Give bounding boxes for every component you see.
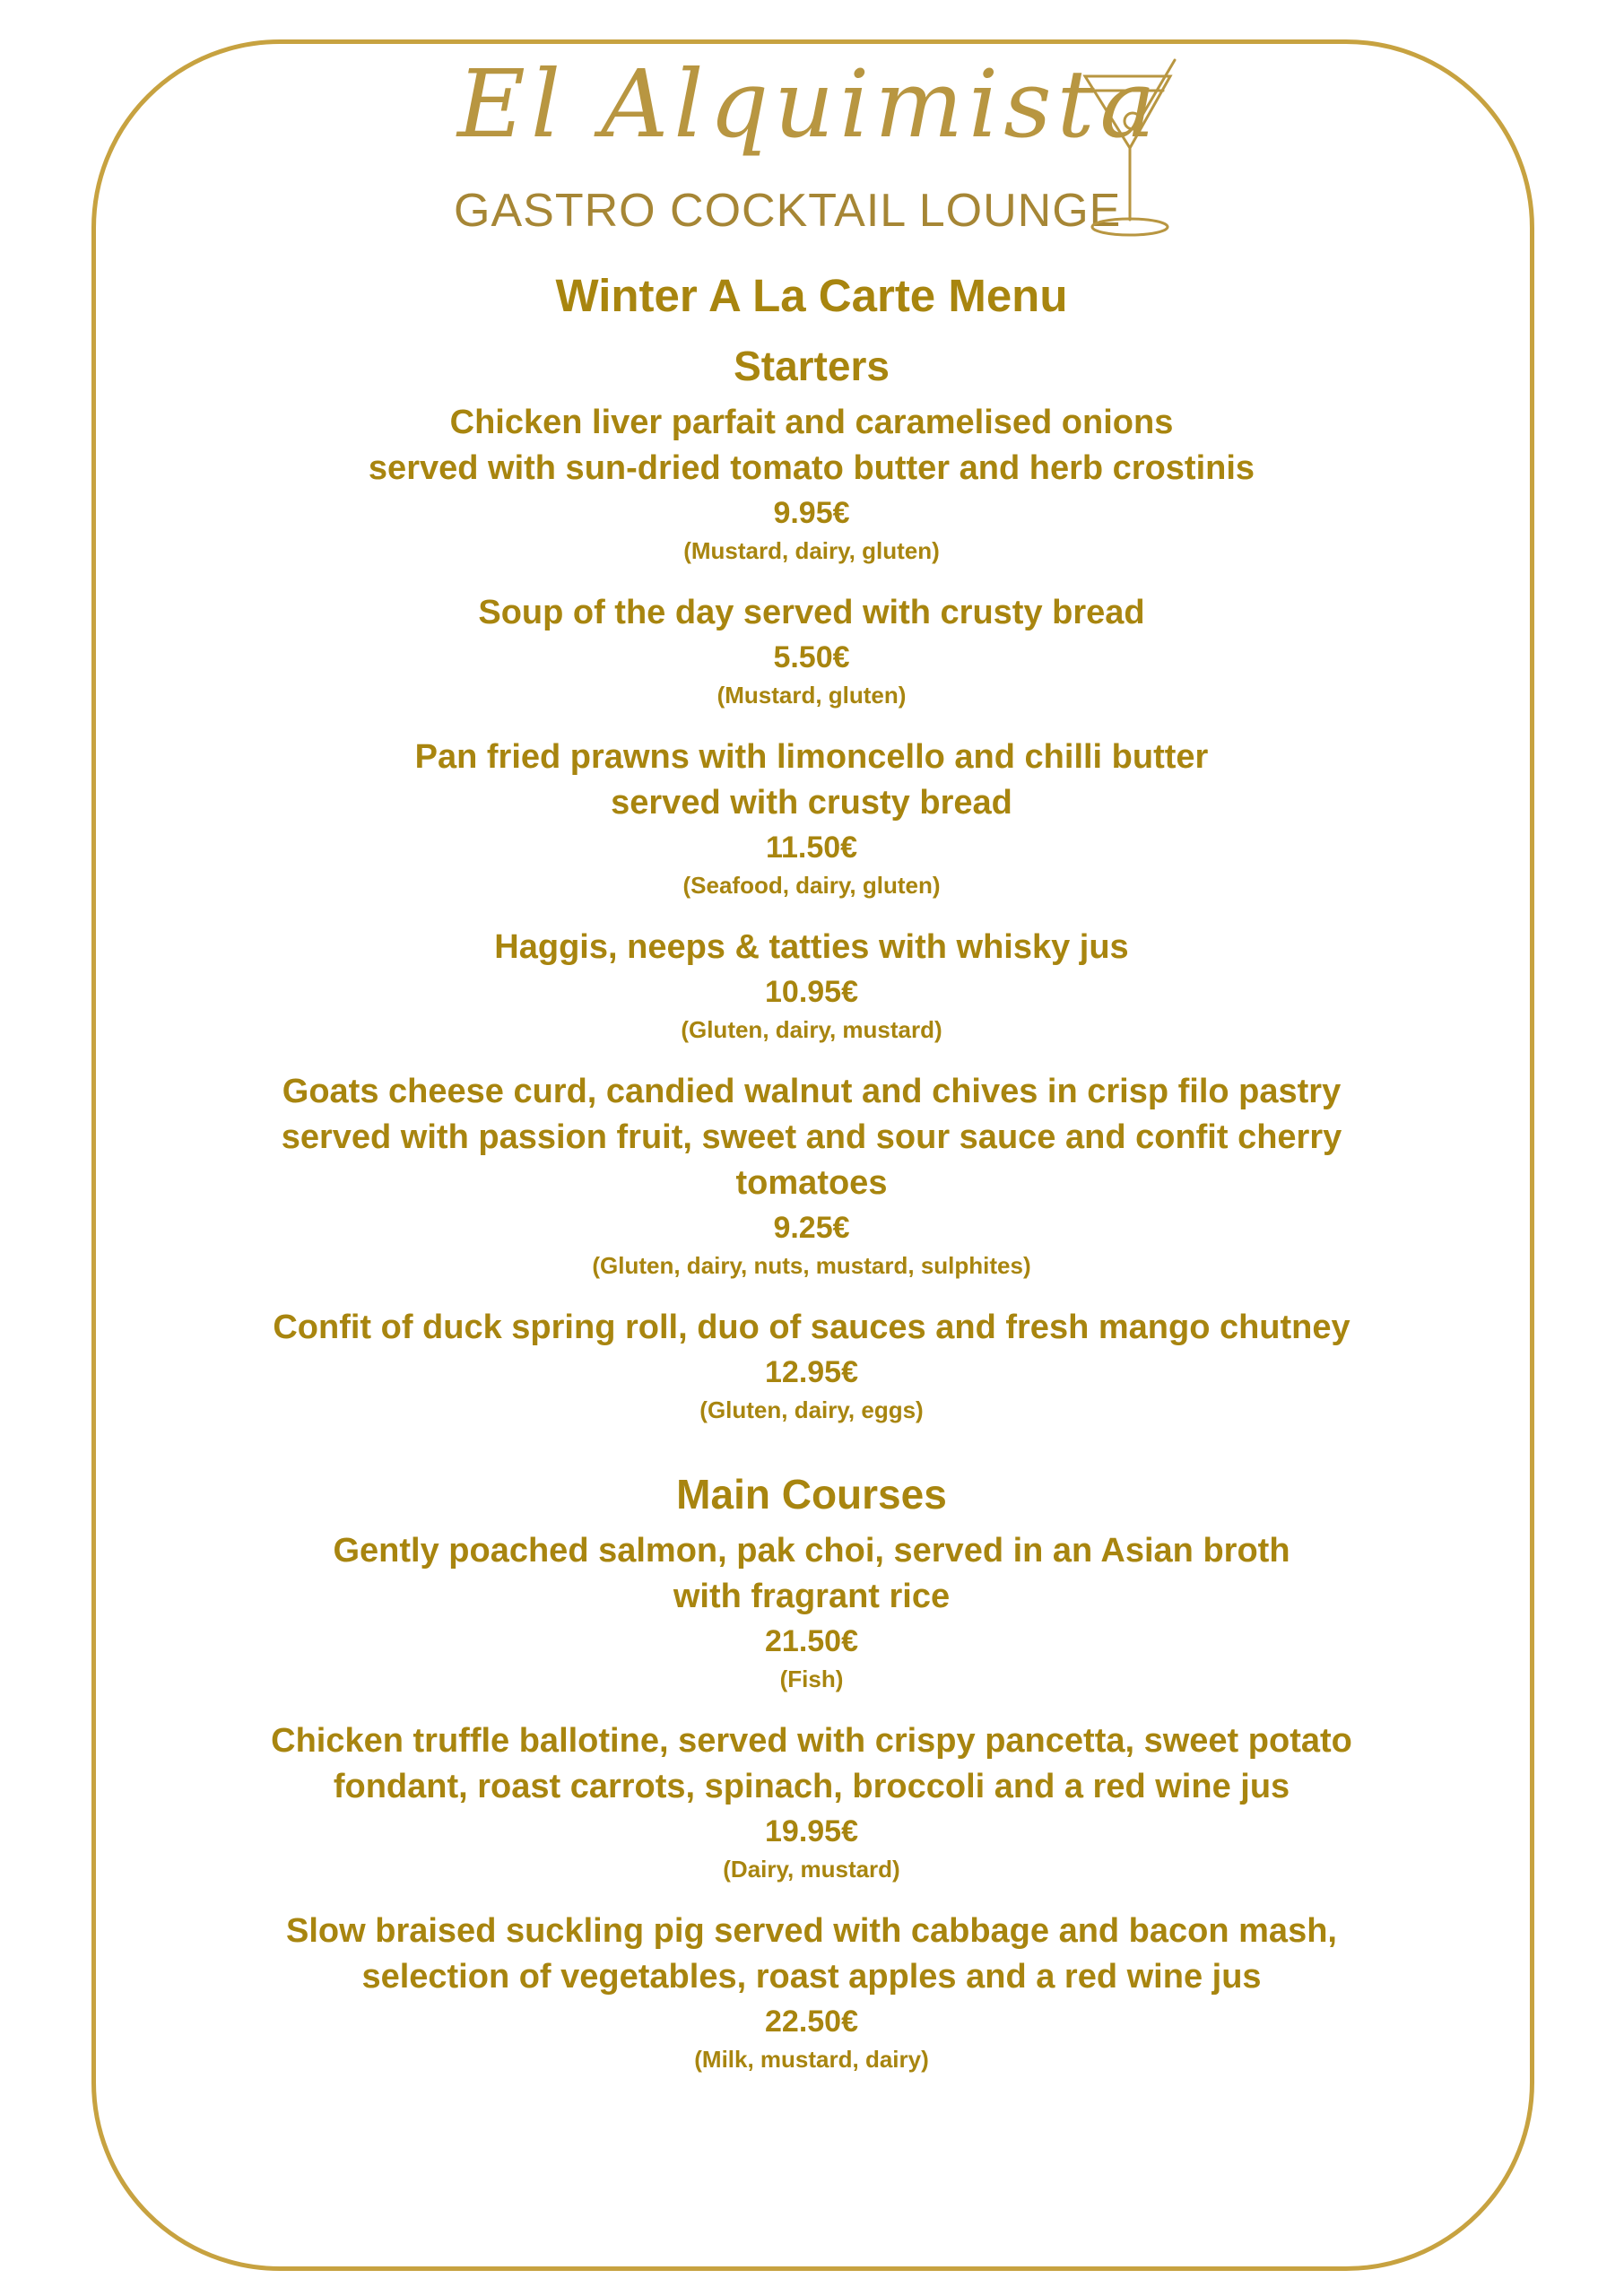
menu-item bbox=[161, 590, 1462, 711]
dish-price: 19.95€ bbox=[765, 1814, 858, 1848]
dish-name-line: Goats cheese curd, candied walnut and chives in crisp filo pastry bbox=[282, 1073, 1342, 1110]
menu-section bbox=[161, 1449, 1462, 2075]
dish-price: 5.50€ bbox=[773, 640, 850, 674]
menu-section bbox=[161, 332, 1462, 1426]
menu-content bbox=[161, 260, 1462, 2099]
dish-allergens: (Gluten, dairy, mustard) bbox=[681, 1016, 942, 1043]
dish-allergens: (Dairy, mustard) bbox=[723, 1856, 900, 1883]
dish-name-line: Confit of duck spring roll, duo of sauces and fresh mango chutney bbox=[273, 1309, 1350, 1346]
dish-price: 21.50€ bbox=[765, 1624, 858, 1658]
dish-allergens: (Mustard, dairy, gluten) bbox=[683, 537, 940, 564]
dish-allergens: (Gluten, dairy, nuts, mustard, sulphites) bbox=[592, 1252, 1031, 1279]
dish-name-line: Soup of the day served with crusty bread bbox=[478, 594, 1145, 631]
dish-allergens: (Gluten, dairy, eggs) bbox=[699, 1396, 924, 1423]
dish-name-line: served with sun-dried tomato butter and herb crostinis bbox=[368, 449, 1255, 487]
dish-allergens: (Seafood, dairy, gluten) bbox=[682, 872, 941, 899]
section-spacer bbox=[161, 1449, 1462, 1460]
dish-name-line: with fragrant rice bbox=[673, 1578, 951, 1615]
brand-script-name: El Alquimista bbox=[457, 49, 1161, 159]
section-title: Main Courses bbox=[676, 1471, 947, 1518]
dish-allergens: (Milk, mustard, dairy) bbox=[694, 2046, 929, 2073]
dish-name-line: Chicken liver parfait and caramelised onions bbox=[449, 404, 1174, 441]
menu-title: Winter A La Carte Menu bbox=[555, 270, 1068, 321]
brand-subtitle: GASTRO COCKTAIL LOUNGE bbox=[454, 185, 1122, 237]
dish-name-line: Chicken truffle ballotine, served with crispy pancetta, sweet potato bbox=[271, 1722, 1352, 1760]
dish-name-line: Haggis, neeps & tatties with whisky jus bbox=[494, 928, 1129, 966]
dish-price: 12.95€ bbox=[765, 1355, 858, 1389]
dish-name-line: Gently poached salmon, pak choi, served in an Asian broth bbox=[333, 1532, 1290, 1570]
menu-item bbox=[161, 1528, 1462, 1695]
menu-item bbox=[161, 1718, 1462, 1885]
dish-allergens: (Mustard, gluten) bbox=[716, 682, 907, 709]
dish-price: 9.25€ bbox=[773, 1211, 850, 1245]
dish-price: 10.95€ bbox=[765, 975, 858, 1009]
menu-item bbox=[161, 1069, 1462, 1282]
dish-allergens: (Fish) bbox=[779, 1665, 844, 1692]
dish-name-line: Pan fried prawns with limoncello and chilli butter bbox=[414, 738, 1209, 776]
dish-name-line: selection of vegetables, roast apples and a red wine jus bbox=[361, 1958, 1262, 1996]
dish-name-line: served with passion fruit, sweet and sour sauce and confit cherry bbox=[281, 1118, 1342, 1156]
menu-item bbox=[161, 735, 1462, 901]
menu-item bbox=[161, 1909, 1462, 2075]
menu-item bbox=[161, 925, 1462, 1046]
dish-name-line: fondant, roast carrots, spinach, broccoli and a red wine jus bbox=[333, 1768, 1290, 1805]
section-title: Starters bbox=[734, 343, 890, 389]
dish-name-line: tomatoes bbox=[735, 1164, 888, 1202]
dish-name-line: served with crusty bread bbox=[611, 784, 1012, 822]
menu-item bbox=[161, 400, 1462, 567]
dish-price: 9.95€ bbox=[773, 496, 850, 530]
dish-name-line: Slow braised suckling pig served with cabbage and bacon mash, bbox=[286, 1912, 1337, 1950]
dish-price: 11.50€ bbox=[765, 831, 858, 865]
menu-item bbox=[161, 1305, 1462, 1426]
brand-logo bbox=[448, 49, 1184, 242]
dish-price: 22.50€ bbox=[765, 2005, 858, 2039]
martini-glass-icon bbox=[1081, 58, 1179, 242]
